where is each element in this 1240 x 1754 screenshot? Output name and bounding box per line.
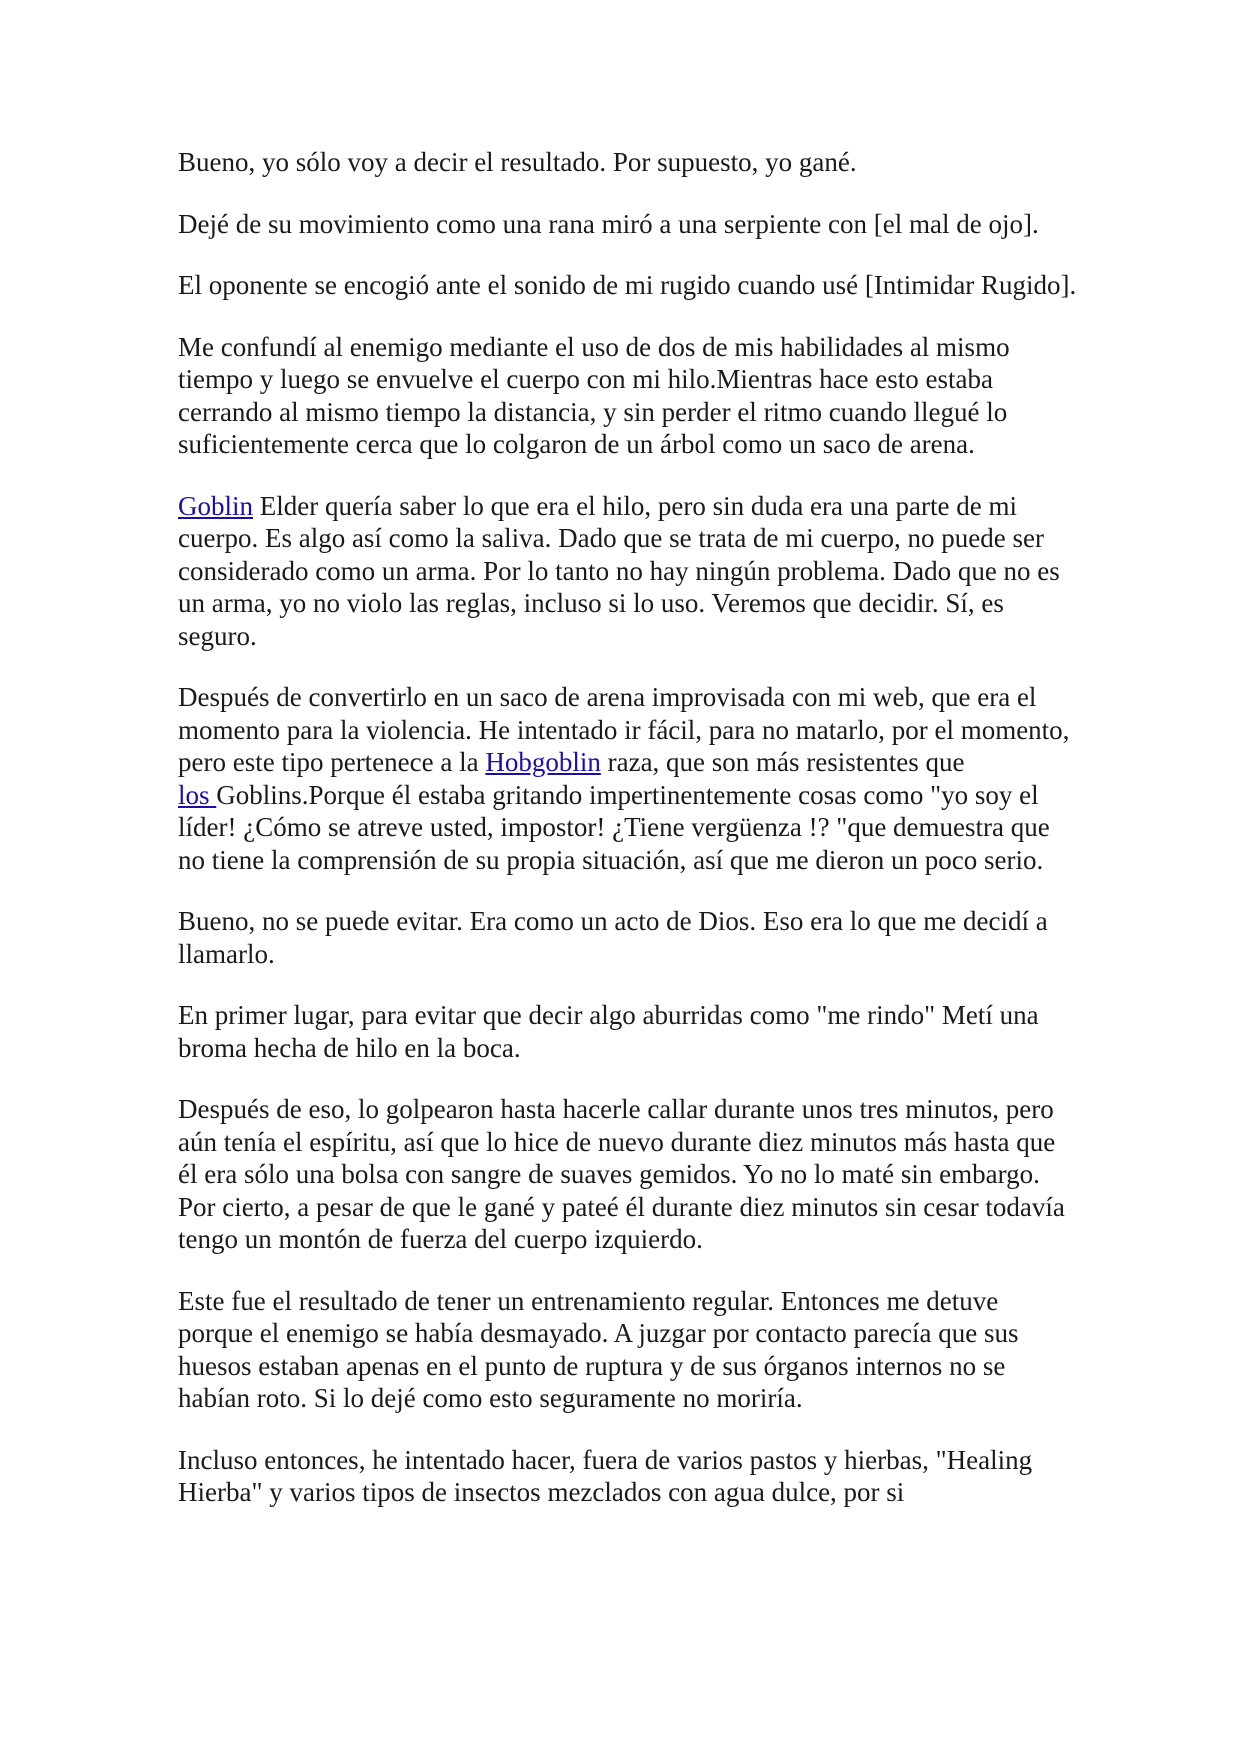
hobgoblin-link[interactable]: Hobgoblin: [485, 747, 601, 777]
paragraph-1: Bueno, yo sólo voy a decir el resultado. Por supuesto, yo gané.: [178, 147, 857, 177]
paragraph-5-text: Elder quería saber lo que era el hilo, pero sin duda era una parte de mi cuerpo. Es algo así como la saliva. Dado que se trata de mi cuerpo, no puede ser considerado como un arma. Por lo tanto no hay ningún problema. Dado que no es un arma, yo no violo las reglas, incluso si lo uso. Veremos que decidir. Sí, es seguro.: [178, 490, 1060, 651]
paragraph-5: [178, 490, 1078, 653]
paragraph-6-text-middle: raza, que son más resistentes que: [600, 747, 965, 777]
paragraph-8: En primer lugar, para evitar que decir algo aburridas como "me rindo" Metí una broma hecha de hilo en la boca.: [178, 1000, 1039, 1063]
goblin-link[interactable]: Goblin: [178, 490, 254, 521]
paragraph-2: Dejé de su movimiento como una rana miró a una serpiente con [el mal de ojo].: [178, 208, 1039, 239]
paragraph-11: Incluso entonces, he intentado hacer, fuera de varios pastos y hierbas, "Healing Hierba" y varios tipos de insectos mezclados con agua dulce, por si: [178, 1444, 1033, 1507]
paragraph-3: El oponente se encogió ante el sonido de mi rugido cuando usé [Intimidar Rugido].: [178, 270, 1077, 300]
document-body: [178, 146, 1078, 1538]
paragraph-6-text-before: Después de convertirlo en un saco de arena improvisada con mi web, que era el momento para la violencia. He intentado ir fácil, para no matarlo, por el momento, pero este tipo pertenece a la: [178, 682, 1070, 777]
paragraph-7: Bueno, no se puede evitar. Era como un acto de Dios. Eso era lo que me decidí a llamarlo.: [178, 906, 1048, 969]
paragraph-6: [178, 681, 1078, 876]
paragraph-4: Me confundí al enemigo mediante el uso de dos de mis habilidades al mismo tiempo y luego se envuelve el cuerpo con mi hilo.Mientras hace esto estaba cerrando al mismo tiempo la distancia, y sin perder el ritmo cuando llegué lo suficientemente cerca que lo colgaron de un árbol como un saco de arena.: [178, 331, 1010, 459]
paragraph-6-text-after: Goblins.Porque él estaba gritando impertinentemente cosas como "yo soy el líder! ¿Cómo se atreve usted, impostor! ¿Tiene vergüenza !? "que demuestra que no tiene la comprensión de su propia situación, así que me dieron un poco serio.: [178, 779, 1050, 875]
paragraph-10: Este fue el resultado de tener un entrenamiento regular. Entonces me detuve porque el enemigo se había desmayado. A juzgar por contacto parecía que sus huesos estaban apenas en el punto de ruptura y de sus órganos internos no se habían roto. Si lo dejé como esto seguramente no moriría.: [178, 1285, 1019, 1413]
paragraph-9: Después de eso, lo golpearon hasta hacerle callar durante unos tres minutos, pero aún tenía el espíritu, así que lo hice de nuevo durante diez minutos más hasta que él era sólo una bolsa con sangre de suaves gemidos. Yo no lo maté sin embargo. Por cierto, a pesar de que le gané y pateé él durante diez minutos sin cesar todavía tengo un montón de fuerza del cuerpo izquierdo.: [178, 1094, 1065, 1254]
los-link[interactable]: los: [178, 779, 217, 810]
